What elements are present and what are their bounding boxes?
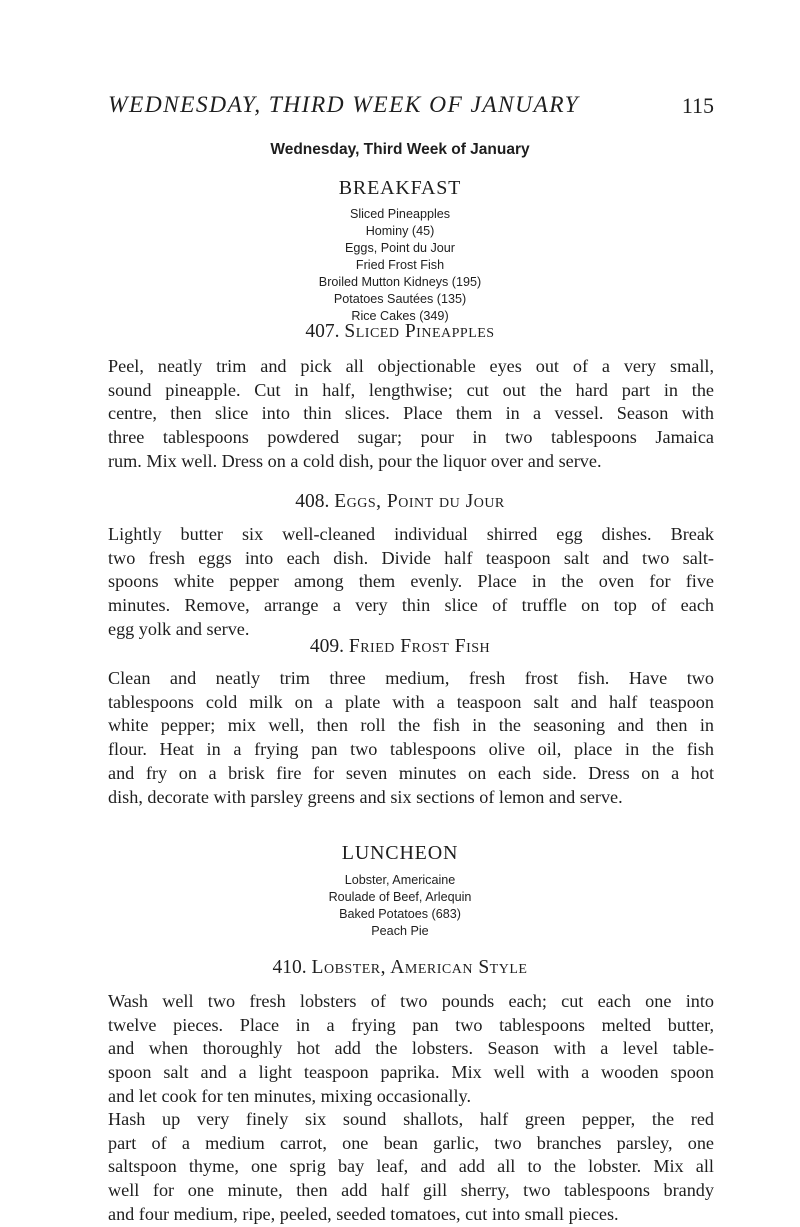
- text-line: spoons white pepper among them evenly. Place in the oven for five: [108, 571, 714, 592]
- text-line: two fresh eggs into each dish. Divide half teaspoon salt and two salt-: [108, 547, 714, 568]
- recipe-name: Fried Frost Fish: [348, 636, 491, 657]
- menu-item: Roulade of Beef, Arlequin: [328, 890, 472, 904]
- recipe-410-body-2: [108, 1108, 714, 1227]
- text-line: rum. Mix well. Dress on a cold dish, pour the liquor over and serve.: [108, 450, 602, 471]
- menu-item: Broiled Mutton Kidneys (195): [318, 275, 482, 289]
- running-head-title: WEDNESDAY, THIRD WEEK OF JANUARY: [108, 92, 580, 118]
- text-line: and four medium, ripe, peeled, seeded tomatoes, cut into small pieces.: [108, 1203, 619, 1224]
- text-line: Wash well two fresh lobsters of two pounds each; cut each one into: [108, 991, 714, 1011]
- running-head: [108, 92, 714, 126]
- text-line: twelve pieces. Place in a frying pan two tablespoons melted butter,: [108, 1014, 714, 1035]
- text-line: flour. Heat in a frying pan two tablespoons olive oil, place in the fish: [108, 739, 714, 760]
- text-line: sound pineapple. Cut in half, lengthwise; cut out the hard part in the: [108, 379, 714, 400]
- text-line: well for one minute, then add half gill sherry, two tablespoons brandy: [108, 1180, 714, 1201]
- recipe-407-body: [108, 355, 714, 474]
- recipe-408-title: [0, 491, 800, 513]
- text-line: and fry on a brisk fire for seven minutes on each side. Dress on a hot: [108, 762, 714, 783]
- text-line: part of a medium carrot, one bean garlic, two branches parsley, one: [108, 1132, 714, 1153]
- breakfast-menu: [0, 206, 800, 325]
- menu-item: Peach Pie: [371, 924, 429, 938]
- menu-item: Eggs, Point du Jour: [345, 241, 455, 255]
- text-line: saltspoon thyme, one sprig bay leaf, and add all to the lobster. Mix all: [108, 1156, 714, 1177]
- recipe-name: Lobster, American Style: [311, 957, 528, 978]
- breakfast-title: BREAKFAST: [338, 177, 462, 199]
- menu-item: Hominy (45): [365, 224, 435, 238]
- recipe-number: 407.: [305, 321, 340, 342]
- text-line: Clean and neatly trim three medium, fresh frost fish. Have two: [108, 668, 714, 688]
- menu-item: Potatoes Sautées (135): [333, 292, 467, 306]
- recipe-name: Sliced Pineapples: [344, 321, 495, 342]
- text-line: egg yolk and serve.: [108, 618, 250, 639]
- recipe-409-body: [108, 667, 714, 809]
- page-number: 115: [681, 93, 714, 118]
- recipe-407-title: [0, 321, 800, 343]
- menu-item: Baked Potatoes (683): [339, 907, 461, 921]
- day-heading: Wednesday, Third Week of January: [270, 141, 530, 158]
- recipe-408-body: [108, 523, 714, 642]
- recipe-number: 408.: [295, 491, 330, 512]
- text-line: minutes. Remove, arrange a very thin slice of truffle on top of each: [108, 595, 714, 616]
- text-line: three tablespoons powdered sugar; pour in two tablespoons Jamaica: [108, 427, 714, 448]
- luncheon-title: LUNCHEON: [341, 842, 459, 864]
- menu-item: Sliced Pineapples: [349, 207, 451, 221]
- text-line: Lightly butter six well-cleaned individual shirred egg dishes. Break: [108, 524, 714, 544]
- menu-item: Fried Frost Fish: [355, 258, 445, 272]
- text-line: spoon salt and a light teaspoon paprika. Mix well with a wooden spoon: [108, 1062, 714, 1083]
- recipe-410-body-1: [108, 990, 714, 1109]
- text-line: Peel, neatly trim and pick all objectionable eyes out of a very small,: [108, 356, 714, 376]
- text-line: dish, decorate with parsley greens and six sections of lemon and serve.: [108, 786, 623, 807]
- text-line: and when thoroughly hot add the lobsters. Season with a level table-: [108, 1038, 714, 1059]
- menu-item: Rice Cakes (349): [351, 309, 449, 323]
- menu-item: Lobster, Americaine: [344, 873, 456, 887]
- text-line: centre, then slice into thin slices. Place them in a vessel. Season with: [108, 403, 714, 424]
- luncheon-menu: [0, 872, 800, 940]
- recipe-number: 409.: [309, 636, 344, 657]
- recipe-name: Eggs, Point du Jour: [334, 491, 505, 512]
- text-line: white pepper; mix well, then roll the fish in the seasoning and then in: [108, 715, 714, 736]
- recipe-410-title: [0, 957, 800, 979]
- recipe-number: 410.: [272, 957, 307, 978]
- text-line: Hash up very finely six sound shallots, half green pepper, the red: [108, 1109, 714, 1129]
- recipe-409-title: [0, 636, 800, 658]
- text-line: tablespoons cold milk on a plate with a teaspoon salt and half teaspoon: [108, 691, 714, 712]
- text-line: and let cook for ten minutes, mixing occasionally.: [108, 1085, 471, 1106]
